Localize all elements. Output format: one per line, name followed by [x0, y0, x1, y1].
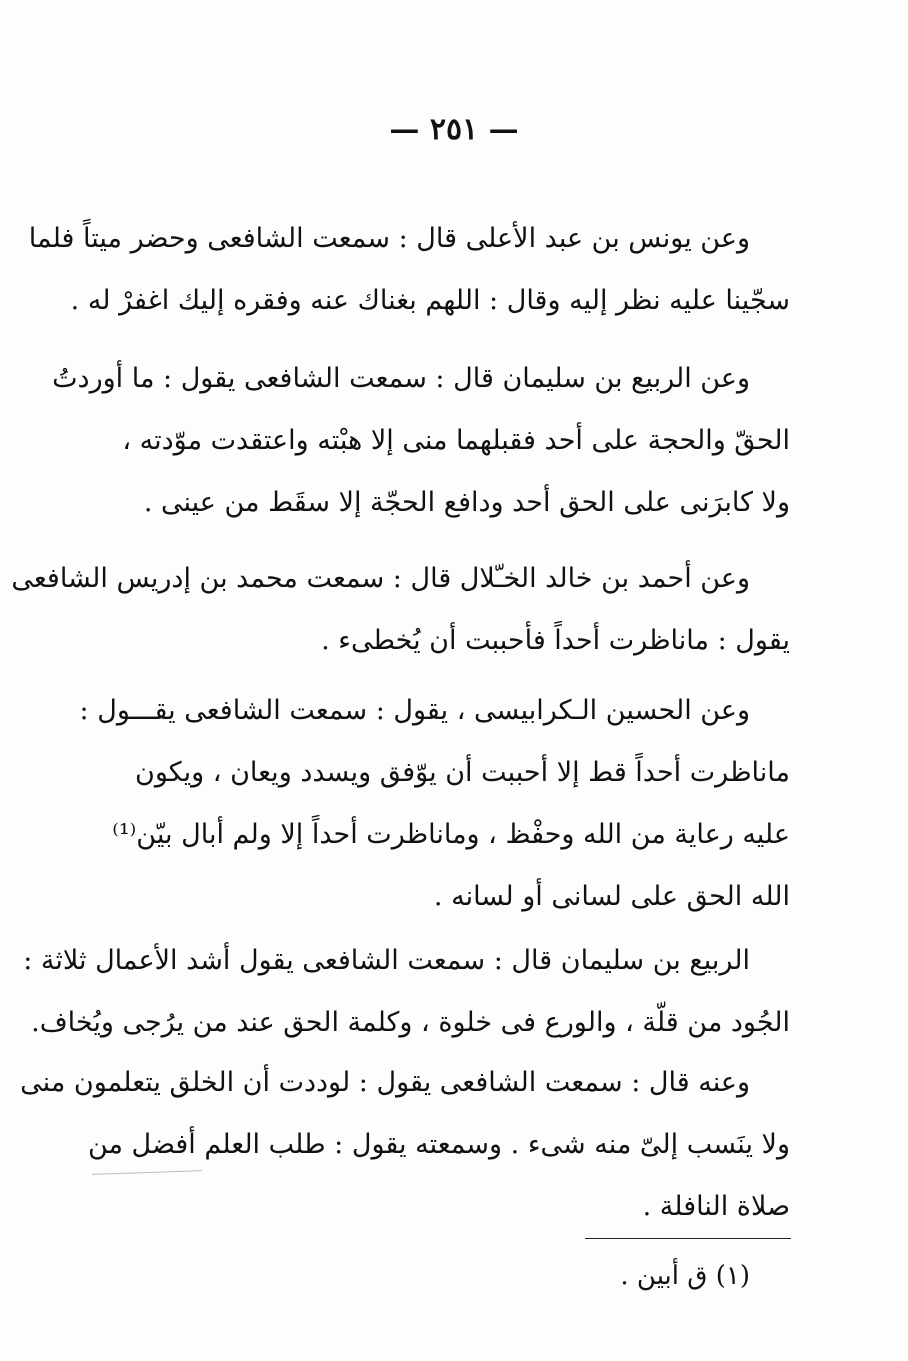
- text-line: ماناظرت أحداً قط إلا أحببت أن يوّفق ويسدد ويعان ، ويكون: [134, 757, 790, 788]
- text-line: صلاة النافلة .: [642, 1191, 790, 1222]
- text-line: وعن يونس بن عبد الأعلى قال : سمعت الشافعى وحضر ميتاً فلما: [28, 223, 750, 254]
- footnote-divider: [585, 1238, 791, 1239]
- text-line: يقول : ماناظرت أحداً فأحببت أن يُخطىء .: [321, 625, 790, 656]
- text-line: الحقّ والحجة على أحد فقبلهما منى إلا هبْته واعتقدت موّدته ،: [122, 425, 790, 456]
- text-line: وعن الربيع بن سليمان قال : سمعت الشافعى يقول : ما أوردتُ: [52, 363, 750, 394]
- text-line: عليه رعاية من الله وحفْظ ، وماناظرت أحداً إلا ولم أبال بيّن⁽¹⁾: [112, 819, 790, 850]
- text-line: سجّينا عليه نظر إليه وقال : اللهم بغناك عنه وفقره إليك اغفرْ له .: [70, 285, 790, 316]
- text-line: الجُود من قلّة ، والورع فى خلوة ، وكلمة الحق عند من يرُجى ويُخاف.: [31, 1007, 790, 1038]
- paragraph-2: [52, 348, 790, 534]
- page-number: — ٢٥١ —: [389, 112, 519, 147]
- paragraph-5: [23, 930, 790, 1054]
- paragraph-4: [79, 680, 790, 928]
- text-line: وعن أحمد بن خالد الخـّلال قال : سمعت محمد بن إدريس الشافعى: [11, 563, 750, 594]
- footnote: (١) ق أبين .: [620, 1261, 750, 1291]
- text-line: وعنه قال : سمعت الشافعى يقول : لوددت أن الخلق يتعلمون منى: [20, 1067, 750, 1098]
- paragraph-6: [20, 1052, 790, 1238]
- text-line: الربيع بن سليمان قال : سمعت الشافعى يقول أشد الأعمال ثلاثة :: [23, 945, 750, 976]
- paragraph-3: [11, 548, 790, 672]
- text-line: الله الحق على لسانى أو لسانه .: [433, 881, 790, 912]
- text-line: ولا ينَسب إلىّ منه شىء . وسمعته يقول : طلب العلم أفضل من: [87, 1129, 790, 1160]
- text-line: وعن الحسين الـكرابيسى ، يقول : سمعت الشافعى يقـــول :: [79, 695, 750, 726]
- text-line: ولا كابرَنى على الحق أحد ودافع الحجّة إلا سقَط من عينى .: [143, 487, 790, 518]
- paragraph-1: [28, 208, 790, 332]
